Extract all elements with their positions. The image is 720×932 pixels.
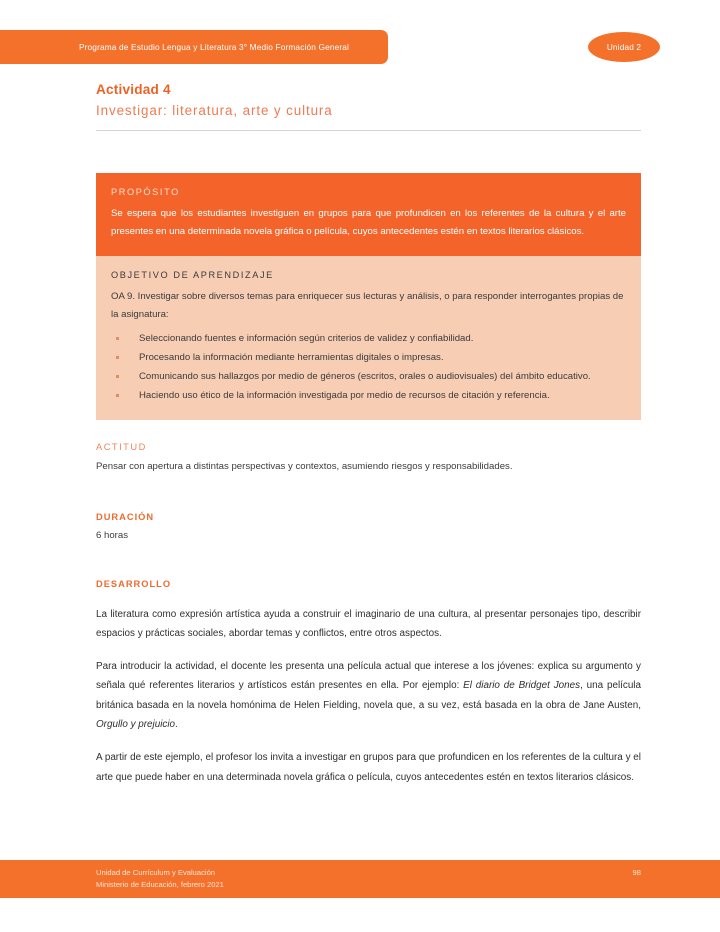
activity-label: Actividad 4 [96, 82, 171, 97]
desarrollo-paragraph-1: La literatura como expresión artística ayuda a construir el imaginario de una cultura, al presentar personajes tipo, describir espacios y prácticas sociales, abordar temas y conflictos, entre otros aspectos. [96, 608, 641, 639]
bullet-icon [116, 375, 119, 378]
duracion-text: 6 horas [96, 530, 128, 541]
list-item-label: Seleccionando fuentes e información según criterios de validez y confiabilidad. [139, 333, 474, 345]
actitud-heading: ACTITUD [96, 442, 147, 453]
duracion-heading: DURACIÓN [96, 511, 155, 522]
desarrollo-p2-text-3: . [175, 719, 178, 731]
book-title-orgullo-y-prejuicio: Orgullo y prejuicio [96, 719, 176, 731]
bullet-icon [116, 356, 119, 359]
objetivo-heading: OBJETIVO DE APRENDIZAJE [111, 269, 274, 280]
desarrollo-paragraph-3: A partir de este ejemplo, el profesor los invita a investigar en grupos para que profundicen en los referentes de la cultura y el arte que puede haber en una determinada novela gráfica o película, cuyos antecedentes estén en textos literarios clásicos. [96, 752, 641, 783]
duracion-section [96, 512, 641, 544]
list-item [111, 387, 626, 405]
footer-inner [96, 867, 641, 891]
header-banner-label: Programa de Estudio Lengua y Literatura 3° Medio Formación General [78, 42, 350, 52]
list-item [111, 330, 626, 348]
header-banner [0, 30, 388, 64]
page-title: Investigar: literatura, arte y cultura [96, 102, 333, 118]
list-item-label: Comunicando sus hallazgos por medio de géneros (escritos, orales o audiovisuales) del ámbito educativo. [139, 370, 591, 382]
proposito-box [96, 173, 641, 256]
proposito-text: Se espera que los estudiantes investiguen en grupos para que profundicen en los referentes de la cultura y el arte presentes en una determinada novela gráfica o película, cuyos antecedentes estén en textos literarios clásicos. [111, 208, 626, 238]
proposito-heading: PROPÓSITO [111, 187, 180, 198]
book-title-bridget-jones: El diario de Bridget Jones [463, 680, 581, 692]
footer-line-2: Ministerio de Educación, febrero 2021 [96, 879, 224, 889]
page-footer [0, 860, 720, 898]
desarrollo-paragraph-2 [96, 657, 641, 734]
page-header [0, 0, 720, 78]
bullet-icon [116, 337, 119, 340]
objetivo-aprendizaje-box [96, 256, 641, 420]
title-divider [96, 130, 641, 131]
bullet-icon [116, 394, 119, 397]
desarrollo-p2-text-1: Para introducir la actividad, el docente les presenta una película actual que interese a los jóvenes: explica su argumento y señala qué referentes literarios y artísticos están presentes en ella. Por ejemplo: [96, 661, 641, 692]
actitud-section [96, 442, 641, 474]
list-item [111, 368, 626, 386]
unit-badge-label: Unidad 2 [606, 42, 642, 52]
footer-line-1: Unidad de Currículum y Evaluación [96, 868, 216, 877]
desarrollo-p2-text-2: , una película británica basada en la novela homónima de Helen Fielding, novela que, a su vez, está basada en la obra de Jane Austen, [96, 680, 641, 711]
page-content [96, 82, 641, 801]
list-item [111, 349, 626, 367]
list-item-label: Haciendo uso ético de la información investigada por medio de recursos de citación y referencia. [139, 389, 550, 401]
desarrollo-section [96, 579, 641, 787]
footer-credits [96, 867, 224, 891]
list-item-label: Procesando la información mediante herramientas digitales o impresas. [139, 352, 444, 364]
desarrollo-heading: DESARROLLO [96, 579, 172, 590]
actitud-text: Pensar con apertura a distintas perspectivas y contextos, asumiendo riesgos y responsabilidades. [96, 460, 513, 472]
unit-badge [588, 32, 660, 62]
page-number: 98 [632, 868, 641, 877]
objetivo-intro-text: OA 9. Investigar sobre diversos temas para enriquecer sus lecturas y análisis, o para responder interrogantes propias de la asignatura: [111, 290, 624, 320]
objetivo-list [111, 330, 626, 404]
